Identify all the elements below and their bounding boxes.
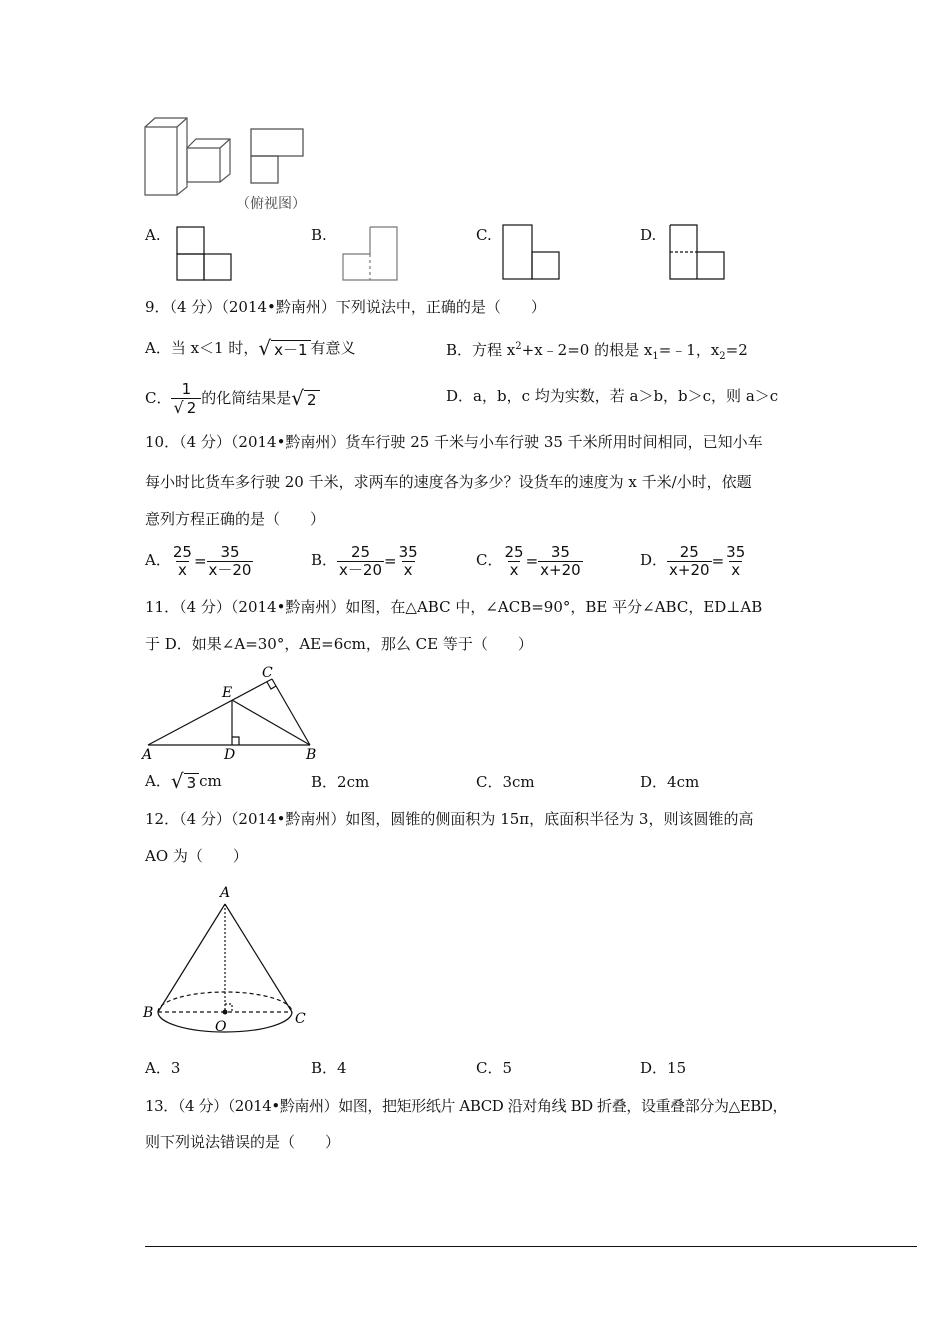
q11-label-e: E bbox=[222, 685, 233, 701]
q10-b-rd: x bbox=[403, 560, 413, 579]
q9-option-b bbox=[446, 337, 748, 367]
q10-c-ln: 25 bbox=[504, 542, 524, 561]
q10-line-3: 意列方程正确的是（ ） bbox=[145, 510, 326, 528]
q10-option-d-left-fraction bbox=[667, 544, 712, 579]
q9-option-c bbox=[145, 378, 320, 422]
q10-option-c-right-fraction bbox=[538, 544, 583, 579]
q9-stem: 9．（4 分）（2014•黔南州）下列说法中，正确的是（ ） bbox=[145, 298, 546, 316]
q9-option-a-prefix: A．当 x＜1 时， bbox=[145, 339, 259, 357]
q10-option-d bbox=[640, 540, 747, 581]
q11-option-d: D．4cm bbox=[640, 773, 700, 791]
q8-option-b-figure bbox=[340, 224, 402, 282]
q10-a-rn: 35 bbox=[220, 542, 240, 561]
q11-option-c: C．3cm bbox=[476, 773, 535, 791]
q8-option-a-label: A. bbox=[145, 226, 161, 244]
q10-a-rd: x－20 bbox=[208, 560, 252, 579]
q11-triangle-figure bbox=[140, 660, 330, 765]
q10-b-ln: 25 bbox=[350, 542, 371, 561]
q10-option-c-left-fraction bbox=[502, 544, 525, 579]
q10-line-2: 每小时比货车多行驶 20 千米，求两车的速度各为多少？设货车的速度为 x 千米/小时，依题 bbox=[145, 473, 752, 491]
q12-line-1: 12．（4 分）（2014•黔南州）如图，圆锥的侧面积为 15π，底面积半径为 3，则该圆锥的高 bbox=[145, 810, 754, 828]
q11-option-a-sqrt: √ 3 bbox=[171, 768, 199, 796]
q13-line-1: 13．（4 分）（2014•黔南州）如图，把矩形纸片 ABCD 沿对角线 BD 折叠，设重叠部分为△EBD， bbox=[145, 1097, 788, 1115]
q11-option-a-radicand: 3 bbox=[184, 773, 200, 792]
q10-option-b bbox=[311, 540, 420, 581]
q8-top-view-figure bbox=[248, 126, 308, 186]
q10-d-ld: x+20 bbox=[669, 560, 710, 579]
q10-c-rd: x+20 bbox=[540, 560, 581, 579]
q9-option-c-mid: 的化简结果是 bbox=[201, 389, 292, 407]
q10-a-ln: 25 bbox=[172, 542, 192, 561]
q10-option-a-right-fraction bbox=[207, 544, 254, 579]
q10-option-a bbox=[145, 540, 253, 581]
q10-option-d-label: D． bbox=[640, 551, 668, 569]
q10-c-eq: = bbox=[525, 552, 539, 570]
q9-option-a-suffix: 有意义 bbox=[310, 339, 356, 357]
q11-label-d: D bbox=[224, 747, 236, 763]
q8-option-c-label: C. bbox=[476, 226, 492, 244]
q8-solid-figure bbox=[140, 112, 240, 202]
q10-d-ln: 25 bbox=[679, 542, 699, 561]
q8-option-b-label: B. bbox=[311, 226, 327, 244]
q13-line-2: 则下列说法错误的是（ ） bbox=[145, 1133, 341, 1151]
q11-option-a bbox=[145, 768, 222, 796]
q9-option-c-prefix: C． bbox=[145, 389, 172, 407]
q10-option-c-label: C． bbox=[476, 551, 503, 569]
q9-option-b-sub2: 2 bbox=[719, 351, 726, 362]
q10-d-eq: = bbox=[711, 552, 725, 570]
q12-line-2: AO 为（ ） bbox=[145, 847, 248, 865]
q12-cone-figure bbox=[140, 880, 320, 1040]
q12-option-b: B．4 bbox=[311, 1059, 347, 1077]
q10-option-b-label: B． bbox=[311, 551, 338, 569]
q10-option-b-left-fraction bbox=[337, 544, 384, 579]
q11-line-1: 11．（4 分）（2014•黔南州）如图，在△ABC 中，∠ACB=90°，BE 平分∠ABC，ED⊥AB bbox=[145, 598, 763, 616]
q10-c-rn: 35 bbox=[550, 542, 570, 561]
q9-option-b-prefix: B．方程 x bbox=[446, 341, 516, 359]
q8-top-view-caption: （俯视图） bbox=[236, 196, 306, 212]
q9-option-b-sub1: 1 bbox=[652, 351, 659, 362]
q10-a-ld: x bbox=[177, 560, 187, 579]
q12-label-c: C bbox=[295, 1011, 306, 1027]
q11-label-b: B bbox=[306, 747, 317, 763]
q12-option-a: A．3 bbox=[145, 1059, 181, 1077]
q9-option-a-radicand: x－1 bbox=[271, 340, 310, 359]
q10-option-a-label: A． bbox=[145, 551, 171, 569]
q8-option-d-figure bbox=[667, 222, 729, 282]
q9-option-a bbox=[145, 336, 356, 362]
q12-option-c: C．5 bbox=[476, 1059, 513, 1077]
q9-option-d: D．a，b，c 均为实数，若 a＞b，b＞c，则 a＞c bbox=[446, 387, 779, 405]
q9-option-c-sqrt: √ 2 bbox=[291, 378, 319, 420]
q11-label-a: A bbox=[142, 747, 153, 763]
q11-label-c: C bbox=[262, 665, 273, 681]
q8-option-d-label: D. bbox=[640, 226, 657, 244]
q9-option-b-end: =2 bbox=[725, 341, 748, 359]
q12-label-b: B bbox=[143, 1005, 154, 1021]
q10-a-eq: = bbox=[193, 552, 207, 570]
q10-option-d-right-fraction bbox=[724, 544, 747, 579]
q12-option-d: D．15 bbox=[640, 1059, 687, 1077]
q10-line-1: 10．（4 分）（2014•黔南州）货车行驶 25 千米与小车行驶 35 千米所用时间相同，已知小车 bbox=[145, 433, 763, 451]
q9-option-b-sup: 2 bbox=[515, 341, 522, 352]
q10-option-a-left-fraction bbox=[171, 544, 194, 579]
q9-option-c-radicand: 2 bbox=[304, 390, 320, 409]
q11-option-b: B．2cm bbox=[311, 773, 370, 791]
q8-option-a-figure bbox=[174, 224, 234, 282]
q10-b-eq: = bbox=[384, 552, 397, 570]
q12-label-a: A bbox=[220, 885, 231, 901]
q10-b-rn: 35 bbox=[398, 542, 418, 561]
q11-option-a-suffix: cm bbox=[199, 772, 222, 790]
q10-d-rd: x bbox=[731, 560, 741, 579]
q10-c-ld: x bbox=[509, 560, 519, 579]
q9-option-c-den-radicand: 2 bbox=[184, 398, 200, 417]
q9-option-a-sqrt: √ x－1 bbox=[258, 336, 310, 362]
q8-option-c-figure bbox=[500, 222, 562, 282]
q11-line-2: 于 D．如果∠A=30°，AE=6cm，那么 CE 等于（ ） bbox=[145, 635, 533, 653]
q10-option-c bbox=[476, 540, 583, 581]
q11-option-a-prefix: A． bbox=[145, 772, 171, 790]
q10-d-rn: 35 bbox=[726, 542, 746, 561]
q9-option-c-num: 1 bbox=[181, 380, 192, 398]
q10-b-ld: x－20 bbox=[339, 560, 382, 579]
footer-divider bbox=[145, 1246, 917, 1247]
q9-option-b-mid: +x﹣2=0 的根是 x bbox=[521, 341, 653, 359]
q9-option-b-mid2: =﹣1，x bbox=[658, 341, 720, 359]
q9-option-c-fraction: $\frac{1}{√ 2}$ bbox=[171, 381, 201, 417]
q10-option-b-right-fraction bbox=[397, 544, 420, 579]
q12-label-o: O bbox=[215, 1019, 227, 1035]
